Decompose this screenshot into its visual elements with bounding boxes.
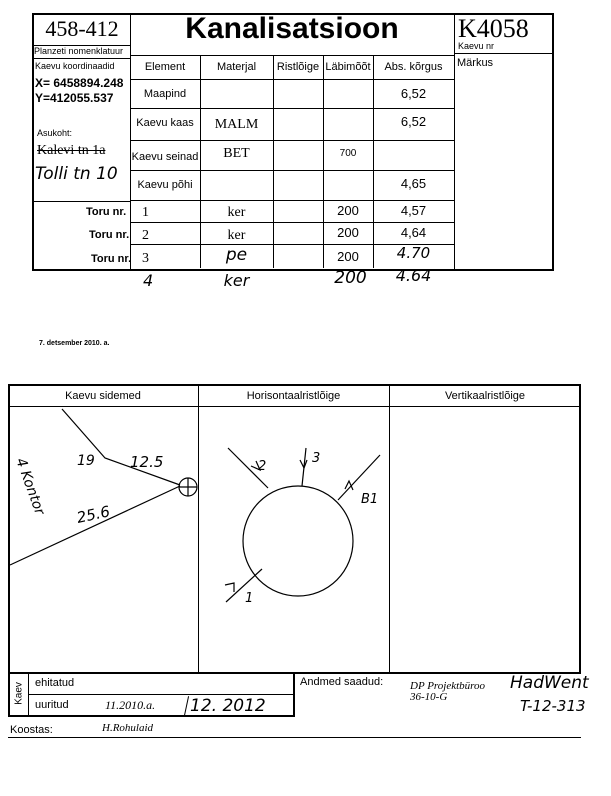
well-number-label: Kaevu nr [458,41,495,51]
divider [8,737,581,738]
pipe-height: 4.70 [396,244,431,262]
row-height: 6,52 [400,114,427,129]
pipe-material: pe [225,245,248,265]
row-element: Maapind [143,88,187,100]
location-crossed: Kalevi tn 1a [37,143,106,158]
source-code: 36-10-G [410,691,448,703]
arrow-head [225,583,234,592]
compiler-label: Koostas: [10,724,53,736]
location-label: Asukoht: [37,128,73,138]
hw-label: 1 [245,591,254,606]
pipe-material: ker [227,205,246,220]
location-handwritten: Tolli tn 10 [35,164,118,184]
date-line: 7. detsember 2010. a. [39,340,110,347]
row-material: MALM [214,117,259,132]
header-remark: Märkus [457,57,494,69]
header-diameter: Läbimõõt [325,61,371,73]
pipe-number: 2 [142,228,149,243]
sketch-col3-title: Vertikaalristlõige [444,390,526,402]
data-label: Andmed saadud: [300,676,384,688]
code-hw: T-12-313 [520,697,586,715]
well-number: K4058 [458,14,529,43]
well-circle [243,486,353,596]
row-material: BET [223,146,250,161]
pipe-line [226,569,262,602]
coord-label: Kaevu koordinaadid [35,61,115,71]
header-element: Element [144,61,186,73]
pipe-diameter: 200 [337,249,359,264]
hw-label: B1 [361,492,379,507]
header-height: Abs. kõrgus [384,61,443,73]
extra-number: 4 [143,271,154,290]
row-height: 4,65 [400,176,427,191]
source-name: DP Projektbüroo [410,680,486,692]
built-label: ehitatud [35,677,75,689]
connection-line [62,409,180,485]
pipe-material: ker [227,228,246,243]
x-coord: X= 6458894.248 [35,76,124,90]
extra-diameter: 200 [334,268,367,288]
pipe-diameter: 200 [337,203,359,218]
extra-height: 4.64 [395,266,432,285]
row-height: 6,52 [400,86,427,101]
header-material: Materjal [216,61,257,73]
hw-label: 12.5 [130,453,164,471]
sketch-col2-title: Horisontaalristlõige [246,390,341,402]
hw-label: 3 [312,451,321,466]
measured-label: uuritud [35,699,69,711]
pipe-height: 4,64 [400,225,427,240]
side-label: Kaev [13,682,25,705]
plan-number-label: Planzeti nomenklatuur [34,46,124,56]
pipe-label: Toru nr. [89,229,130,241]
divider [28,694,295,695]
extra-material: ker [223,271,250,290]
measured-date-hw: 12. 2012 [190,696,266,716]
pipe-label: Toru nr. [86,206,127,218]
compiler-name: H.Rohulaid [102,722,154,734]
row-element: Kaevu kaas [136,117,194,129]
signature-hw: HadWent [510,673,589,693]
row-diameter: 700 [339,148,357,159]
pipe-diameter: 200 [337,225,359,240]
hw-label: 25.6 [75,502,112,527]
pipe-number: 1 [142,205,149,220]
page-title: Kanalisatsioon [185,12,399,45]
pipe-height: 4,57 [400,203,427,218]
hw-label: 2 [258,459,267,474]
pipe-number: 3 [142,251,149,266]
measured-date: 11.2010.a. [105,698,156,712]
row-element: Kaevu põhi [137,179,193,191]
hw-label: 19 [77,453,95,469]
arrow-head [300,460,307,468]
plan-number: 458-412 [45,16,119,41]
header-cross: Ristlõige [276,61,320,73]
pipe-label: Toru nr. [91,253,132,265]
hw-label: 4 Kontor [12,455,48,518]
sketch-col1-title: Kaevu sidemed [65,390,141,402]
row-element: Kaevu seinad [131,151,199,163]
y-coord: Y=412055.537 [35,91,114,105]
